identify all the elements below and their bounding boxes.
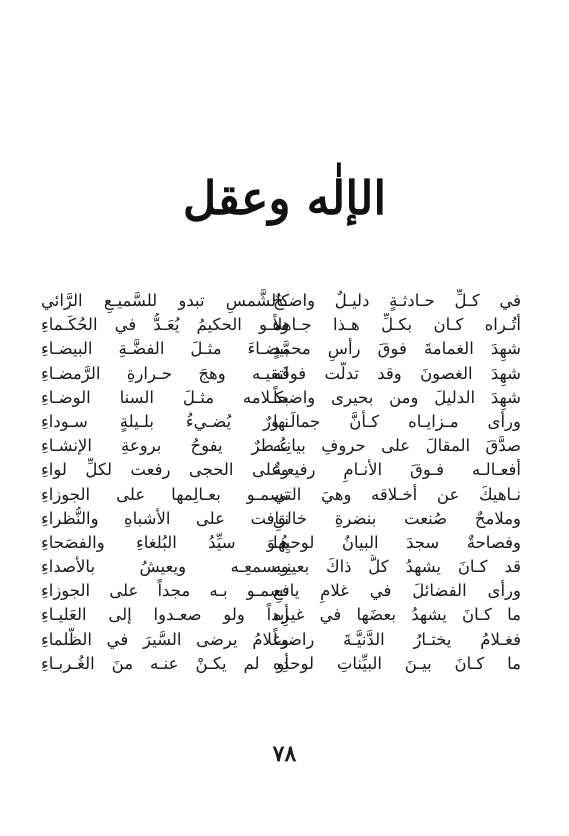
verse-line: لتقيـه وهجَ حـرارةِ الرَّمضـاءِ (41, 363, 289, 383)
verse-line: صدَّقَ المقالَ على حروفِ بيانِـه (273, 436, 521, 456)
verse-line: قد كـانَ يشهدُ كلُّ ذاكَ بعينِـه (273, 557, 521, 577)
verse-line: هُـوَ سيِّدُ البُلغاءِ والفصَحاءِ (41, 532, 289, 552)
verse-line: أبداً ولو صعـدوا إلى العَليـاءِ (41, 605, 289, 625)
verse-line: بكـلامه مثـلَ السنا الوضـاءِ (41, 387, 289, 407)
left-verse-column (41, 289, 289, 676)
verse-line: ورأى الفضائلَ في غلامٍ يافعٍ (273, 581, 521, 601)
verse-line: بيضـاءَ مثـلَ الفضَّـةِ البيضـاءِ (41, 339, 289, 359)
verse-line: نـاهيكَ عن أخـلاقه وهيَ التي (273, 484, 521, 504)
verse-line: في كـلِّ حـادثـةٍ دليـلٌ واضـحٌ (273, 291, 521, 310)
verse-line: أفعـالـه فـوقَ الأنـامِ رفيعـةٌ (273, 460, 521, 480)
verse-line: نـورٌ يُضـيءُ بلـيلةٍ سـوداءِ (41, 411, 289, 431)
right-verse-column (273, 289, 521, 676)
verse-line: ما كـانَ يشهدُ بعضَها في غيرِه (273, 605, 521, 625)
verse-line: شهِدَ الدليلَ ومن بحيرى واضحاً (273, 387, 521, 407)
poem-title: الإلٰه وعقل (182, 171, 387, 225)
verse-line: وفصاحةٌ سجدَ البيانُ لوحيِها (273, 532, 521, 552)
verse-line: وبسمعِـه ويعيشُ بالأصداءِ (41, 557, 289, 577)
verse-line: وملامحٌ صُنعت بنضرةِ خالقٍ (273, 508, 521, 528)
verse-line: عُـطرٌ يفوحُ بروعةِ الإنشـاءِ (41, 436, 289, 456)
verse-line: نـافت على الأشباهِ والنُّظراءِ (41, 508, 289, 528)
verse-line: وهـو الحكيمُ يُعَـدُّ في الحُكَـماءِ (41, 315, 289, 335)
verse-line: وعلى الحجى رفعت لكلِّ لواءِ (41, 460, 289, 480)
verse-line: شهِدَ الغمامةَ فوقَ رأسِ محمَّدٍ (273, 339, 521, 359)
verse-line: ما كـانَ بيـنَ البيِّناتِ لوحدِه (273, 653, 521, 673)
verse-line: فغـلامُ يختـارُ الدَّنيَّـةَ راضيـاً (273, 629, 521, 649)
verse-line: تسمـو بـه مجداً على الجوزاءِ (41, 581, 289, 601)
verse-line: أتُـراه كـان بكـلِّ هـذا جـاهلاً (273, 315, 521, 335)
verse-line: أو لم يكـنْ عنـه منَ الغُـربـاءِ (41, 653, 289, 673)
verse-line: كالشَّمسِ تبدو للسَّميـعِ الرَّائي (41, 291, 289, 310)
verse-line: ورأى مـزايـاه كـأنَّ جمالَـها (273, 411, 521, 431)
verse-line: تسمـو بعـالِمها على الجوزاءِ (41, 484, 289, 504)
verse-line: شهِدَ الغصونَ وقد تدلَّت فوقَه (273, 363, 521, 383)
verse-line: وغلامُ يرضى السَّيرَ في الظَّلماءِ (41, 629, 289, 649)
page-number: ٧٨ (272, 741, 297, 767)
